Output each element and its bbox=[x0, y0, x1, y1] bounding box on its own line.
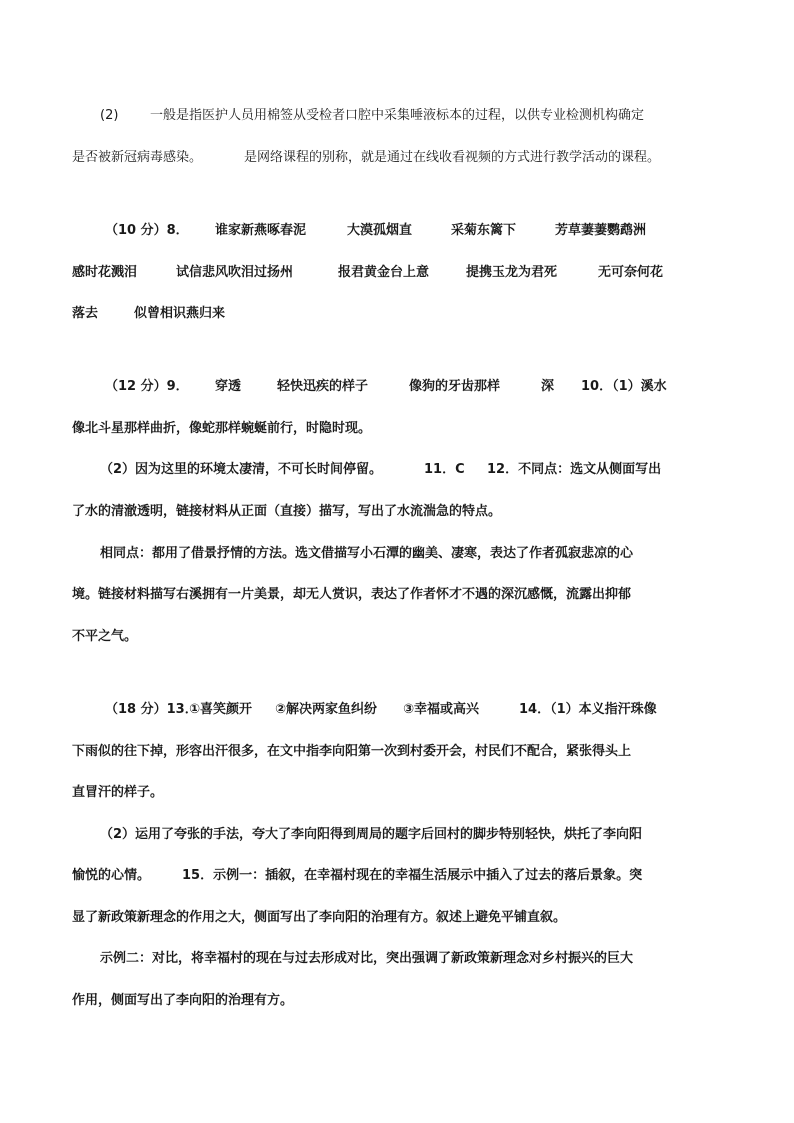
q12-label: 12．不同点：选文从侧面写出 bbox=[487, 462, 662, 477]
q13-score: （18 分）13． bbox=[105, 702, 198, 717]
q8-answer: 感时花溅泪 bbox=[72, 265, 138, 280]
q8-answer: 采菊东篱下 bbox=[451, 223, 517, 238]
q12-same-2: 境。链接材料描写右溪拥有一片美景，却无人赏识，表达了作者怀才不遇的深沉感慨，流露出抑郁 bbox=[72, 587, 632, 602]
q15-example-2-line-2: 作用，侧面写出了李向阳的治理有方。 bbox=[72, 993, 294, 1008]
q8-score: （10 分）8． bbox=[105, 223, 189, 238]
q8-answer: 无可奈何花 bbox=[598, 265, 664, 280]
q14-line-2: 下雨似的往下掉，形容出汗很多，在文中指李向阳第一次到村委开会，村民们不配合，紧张得头上 bbox=[72, 744, 632, 759]
q14-2-line-1: （2）运用了夸张的手法，夸大了李向阳得到周局的题字后回村的脚步特别轻快，烘托了李向阳 bbox=[100, 827, 643, 842]
q14-line-3: 直冒汗的样子。 bbox=[72, 785, 164, 800]
q8-answer: 报君黄金台上意 bbox=[338, 265, 430, 280]
q8-answer: 芳草萋萋鹦鹉洲 bbox=[555, 223, 647, 238]
q7-number: (2) bbox=[100, 108, 119, 123]
q11-answer: 11．C bbox=[424, 462, 465, 477]
q10-line-2: 像北斗星那样曲折，像蛇那样蜿蜒前行，时隐时现。 bbox=[72, 421, 372, 436]
q9-answer: 轻快迅疾的样子 bbox=[277, 379, 369, 394]
q7-answer-a: 是否被新冠病毒感染。 bbox=[72, 150, 203, 165]
q13-answer: ③幸福或高兴 bbox=[403, 702, 480, 717]
q13-answer: ①喜笑颜开 bbox=[189, 702, 253, 717]
q10-2-answer: （2）因为这里的环境太凄清，不可长时间停留。 bbox=[100, 462, 383, 477]
q15-line-2: 显了新政策新理念的作用之大，侧面写出了李向阳的治理有方。叙述上避免平铺直叙。 bbox=[72, 910, 567, 925]
q10-label: 10．（1）溪水 bbox=[581, 379, 667, 394]
q7-answer-b: 是网络课程的别称，就是通过在线收看视频的方式进行教学活动的课程。 bbox=[244, 150, 661, 165]
q12-same-1: 相同点：都用了借景抒情的方法。选文借描写小石潭的幽美、凄寒，表达了作者孤寂悲凉的心 bbox=[100, 546, 634, 561]
q8-answer: 大漠孤烟直 bbox=[347, 223, 413, 238]
q9-answer: 深 bbox=[541, 379, 555, 394]
q8-answer: 谁家新燕啄春泥 bbox=[215, 223, 307, 238]
q9-answer: 像狗的牙齿那样 bbox=[409, 379, 501, 394]
q7-text: 一般是指医护人员用棉签从受检者口腔中采集唾液标本的过程，以供专业检测机构确定 bbox=[150, 108, 645, 123]
q12-line-2: 了水的清澈透明，链接材料从正面（直接）描写，写出了水流湍急的特点。 bbox=[72, 504, 502, 519]
q8-answer: 试信悲风吹泪过扬州 bbox=[176, 265, 294, 280]
q14-label: 14．（1）本义指汗珠像 bbox=[519, 702, 657, 717]
q8-answer: 落去 bbox=[72, 306, 99, 321]
q12-same-3: 不平之气。 bbox=[72, 629, 138, 644]
q13-answer: ②解决两家鱼纠纷 bbox=[275, 702, 378, 717]
q15-line-1: 15．示例一：插叙，在幸福村现在的幸福生活展示中插入了过去的落后景象。突 bbox=[182, 868, 643, 883]
q9-answer: 穿透 bbox=[215, 379, 242, 394]
q14-2-end: 愉悦的心情。 bbox=[72, 868, 151, 883]
q15-example-2-line-1: 示例二：对比，将幸福村的现在与过去形成对比，突出强调了新政策新理念对乡村振兴的巨大 bbox=[100, 951, 634, 966]
q9-score: （12 分）9． bbox=[105, 379, 189, 394]
q8-answer: 提携玉龙为君死 bbox=[466, 265, 558, 280]
q8-answer: 似曾相识燕归来 bbox=[134, 306, 226, 321]
